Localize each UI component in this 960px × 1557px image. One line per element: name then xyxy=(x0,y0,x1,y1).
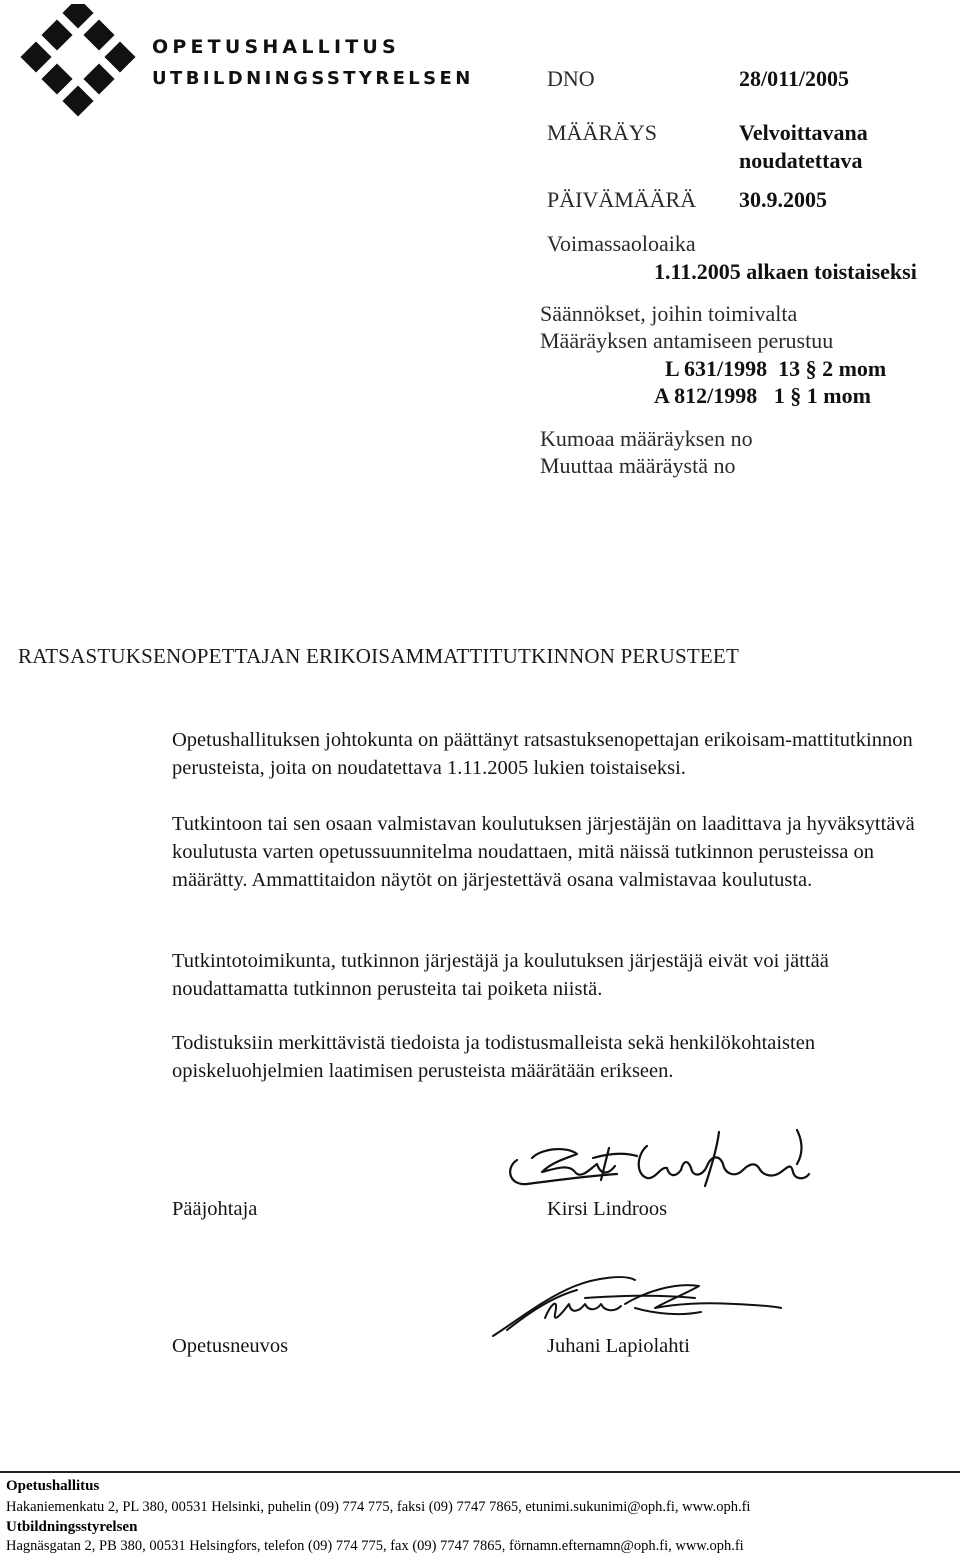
signer-2-role: Opetusneuvos xyxy=(172,1335,289,1357)
footer-org-fi-text: Opetushallitus xyxy=(6,1478,100,1494)
maarays-label: MÄÄRÄYS xyxy=(547,120,658,145)
org-name-fi: OPETUSHALLITUS xyxy=(152,36,400,58)
kumoaa-label: Kumoaa määräyksen no xyxy=(540,426,753,451)
muuttaa-label: Muuttaa määräystä no xyxy=(540,453,736,478)
voimassa-label: Voimassaoloaika xyxy=(547,231,696,256)
law-reference-2: A 812/1998 1 § 1 mom xyxy=(654,383,871,408)
footer-org-fi xyxy=(6,1475,99,1497)
signature-1 xyxy=(497,1128,817,1198)
paivamaara-label: PÄIVÄMÄÄRÄ xyxy=(547,187,697,212)
footer-address-fi: Hakaniemenkatu 2, PL 380, 00531 Helsinki, puhelin (09) 774 775, faksi (09) 7747 7865, etunimi.sukunimi@oph.fi, www.oph.fi xyxy=(6,1499,751,1515)
law-reference-1: L 631/1998 13 § 2 mom xyxy=(665,356,887,381)
signer-1-name: Kirsi Lindroos xyxy=(547,1198,668,1220)
maarays-value-1: Velvoittavana xyxy=(739,120,868,145)
footer-org-sv-text: Utbildningsstyrelsen xyxy=(6,1519,138,1535)
dno-label: DNO xyxy=(547,66,595,91)
maarays-value-2: noudatettava xyxy=(739,148,863,173)
paragraph-2: Tutkintoon tai sen osaan valmistavan koulutuksen järjestäjän on laadittava ja hyväksyttävä koulutusta varten opetussuunnitelma noudattaen, mitä näissä tutkinnon perusteissa on määrätty. Ammattitaidon näytöt on järjestettävä osana valmistavaa koulutusta. xyxy=(172,813,915,891)
footer-divider xyxy=(0,1471,960,1473)
footer-address-sv: Hagnäsgatan 2, PB 380, 00531 Helsingfors, telefon (09) 774 775, fax (09) 7747 7865, förnamn.efternamn@oph.fi, www.oph.fi xyxy=(6,1538,744,1554)
document-title: RATSASTUKSENOPETTAJAN ERIKOISAMMATTITUTKINNON PERUSTEET xyxy=(18,644,739,668)
voimassa-value: 1.11.2005 alkaen toistaiseksi xyxy=(654,259,917,284)
paragraph-4: Todistuksiin merkittävistä tiedoista ja todistusmalleista sekä henkilökohtaisten opiskeluohjelmien laatimisen perusteista määrätään erikseen. xyxy=(172,1032,816,1082)
org-name-sv: UTBILDNINGSSTYRELSEN xyxy=(152,68,474,89)
logo xyxy=(10,4,140,124)
saannokset-line-1: Säännökset, joihin toimivalta xyxy=(540,301,798,326)
signer-1-role: Pääjohtaja xyxy=(172,1198,258,1220)
dno-value: 28/011/2005 xyxy=(739,66,850,91)
paragraph-3: Tutkintotoimikunta, tutkinnon järjestäjä ja koulutuksen järjestäjä eivät voi jättää noudattamatta tutkinnon perusteita tai poiketa niistä. xyxy=(172,950,829,1000)
signer-2-name: Juhani Lapiolahti xyxy=(547,1335,690,1357)
logo-diamond-icon xyxy=(10,4,140,124)
saannokset-line-2: Määräyksen antamiseen perustuu xyxy=(540,328,834,353)
paivamaara-value: 30.9.2005 xyxy=(739,187,827,212)
paragraph-1: Opetushallituksen johtokunta on päättänyt ratsastuksenopettajan erikoisam-mattitutkinnon perusteista, joita on noudatettava 1.11.2005 lukien toistaiseksi. xyxy=(172,729,913,779)
